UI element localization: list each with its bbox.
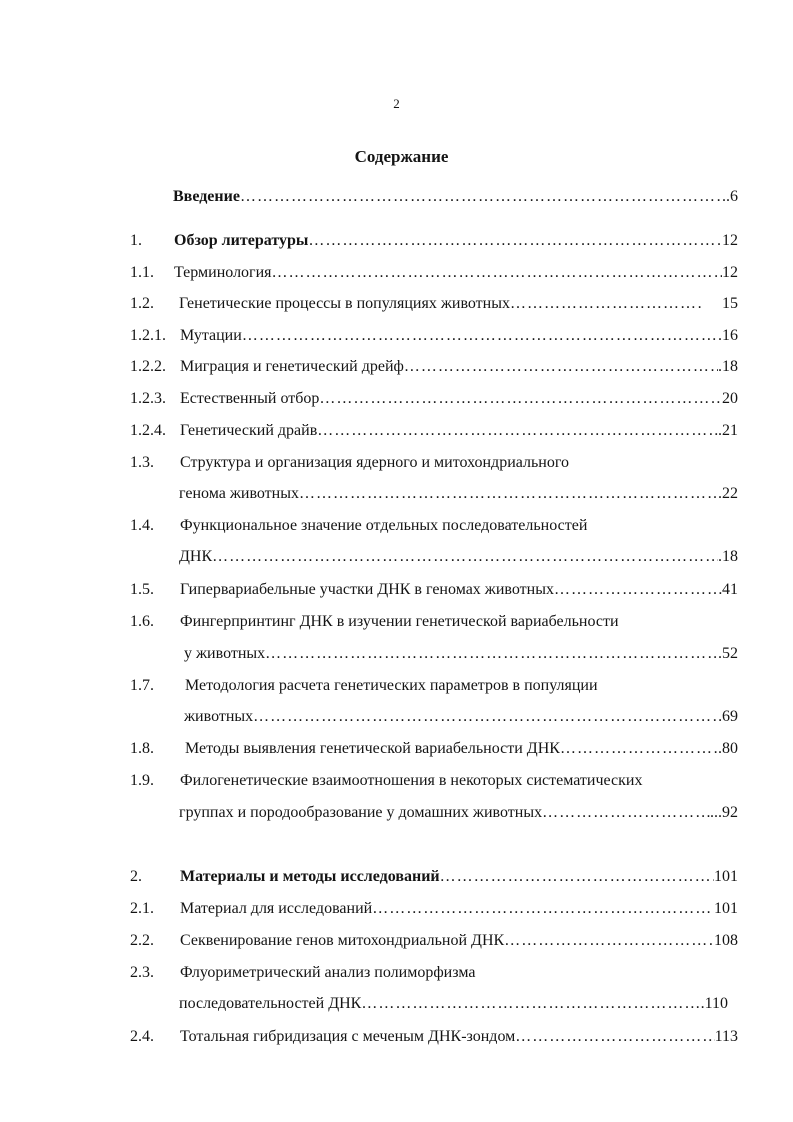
toc-entry-title: Материалы и методы исследований: [180, 868, 440, 885]
toc-entry-page: 20: [722, 390, 738, 407]
toc-entry-number: 1.6.: [130, 613, 154, 630]
toc-entry-title: Введение: [173, 188, 240, 205]
toc-entry-1-9: [130, 770, 738, 792]
toc-entry-title: Генетический драйв: [180, 422, 318, 439]
toc-entry-number: 1.9.: [130, 772, 154, 789]
toc-entry-2-3: [130, 962, 738, 984]
toc-entry-1-2-4: [130, 420, 738, 442]
toc-entry-title: Мутации: [180, 327, 242, 344]
toc-entry-title: Естественный отбор: [180, 390, 320, 407]
toc-entry-1-4-cont: [130, 546, 738, 568]
page-number: 2: [393, 96, 400, 111]
toc-entry-1-2-2: [130, 356, 738, 378]
toc-entry-1-7-cont: [130, 706, 738, 728]
toc-entry-1-6: [130, 611, 738, 633]
toc-entry-1-1: [130, 262, 738, 284]
toc-entry-title: Обзор литературы: [174, 232, 309, 249]
toc-entry-page: .22: [718, 485, 738, 502]
toc-entry-1-8: [130, 738, 738, 760]
toc-entry-number: 2.2.: [130, 932, 154, 949]
toc-entry-title: Методы выявления генетической вариабельности ДНК: [185, 740, 560, 757]
toc-entry-number: 2.: [130, 868, 142, 885]
toc-entry-number: 2.1.: [130, 900, 154, 917]
toc-entry-2-4: [130, 1026, 738, 1048]
toc-entry-page: .18: [718, 358, 738, 375]
toc-entry-number: 1.2.4.: [130, 422, 166, 439]
toc-entry-2: [130, 866, 738, 888]
toc-entry-title: Гипервариабельные участки ДНК в геномах животных: [180, 581, 554, 598]
toc-entry-1-2-1: [130, 325, 738, 347]
toc-entry-page: .6: [726, 188, 738, 205]
toc-entry-title: ДНК: [179, 548, 213, 565]
toc-entry-page: 41: [722, 581, 738, 598]
toc-entry-title: Структура и организация ядерного и митохондриального: [180, 454, 570, 471]
toc-entry-page: 12: [722, 232, 738, 249]
toc-entry-title: Методология расчета генетических параметров в популяции: [185, 677, 598, 694]
toc-entry-title: Флуориметрический анализ полиморфизма: [180, 964, 476, 981]
toc-entry-title: Терминология: [174, 264, 272, 281]
toc-entry-number: 1.2.2.: [130, 358, 166, 375]
toc-entry-number: 2.3.: [130, 964, 154, 981]
toc-entry-title: у животных: [184, 645, 266, 662]
toc-entry-page: .52: [718, 645, 738, 662]
toc-entry-page: ...92: [710, 804, 738, 821]
toc-entry-title: Миграция и генетический дрейф: [180, 358, 404, 375]
toc-entry-page: .16: [718, 327, 738, 344]
toc-entry-number: 1.3.: [130, 454, 154, 471]
toc-entry-page: .18: [718, 548, 738, 565]
toc-entry-1-3-cont: [130, 483, 738, 505]
toc-entry-1: [130, 230, 738, 252]
toc-entry-1-4: [130, 515, 738, 537]
toc-entry-number: 1.4.: [130, 517, 154, 534]
toc-entry-page: 101: [714, 900, 738, 917]
toc-entry-page: .110: [700, 995, 728, 1012]
toc-entry-number: 1.2.1.: [130, 327, 166, 344]
toc-entry-1-9-cont: [130, 802, 738, 824]
toc-entry-number: 1.8.: [130, 740, 154, 757]
toc-entry-title: Генетические процессы в популяциях животных: [179, 295, 510, 312]
toc-entry-2-2: [130, 930, 738, 952]
toc-entry-page: 101: [714, 868, 738, 885]
toc-entry-1-6-cont: [130, 643, 738, 665]
toc-entry-number: 1.5.: [130, 581, 154, 598]
toc-entry-number: 1.2.: [130, 295, 154, 312]
toc-entry-page: .80: [718, 740, 738, 757]
toc-entry-1-3: [130, 452, 738, 474]
toc-entry-title: Функциональное значение отдельных последовательностей: [180, 517, 588, 534]
toc-entry-title: генома животных: [179, 485, 299, 502]
toc-entry-page: 108: [714, 932, 738, 949]
toc-entry-title: последовательностей ДНК: [179, 995, 362, 1012]
toc-entry-1-5: [130, 579, 738, 601]
toc-entry-number: 1.2.3.: [130, 390, 166, 407]
toc-entry-page: 113: [714, 1028, 738, 1045]
toc-entry-page: 15: [722, 295, 738, 312]
toc-entry-page: 69: [722, 708, 738, 725]
toc-entry-1-2: [130, 293, 738, 315]
toc-entry-title: Филогенетические взаимоотношения в некоторых систематических: [180, 772, 643, 789]
toc-entry-page: 12: [722, 264, 738, 281]
toc-entry-page: .21: [718, 422, 738, 439]
toc-entry-1-7: [130, 675, 738, 697]
page-title: Содержание: [354, 147, 449, 166]
toc-entry-number: 1.7.: [130, 677, 154, 694]
toc-entry-number: 2.4.: [130, 1028, 154, 1045]
toc-entry-title: Материал для исследований: [180, 900, 373, 917]
toc-entry-title: Секвенирование генов митохондриальной ДНК: [180, 932, 505, 949]
toc-entry-2-1: [130, 898, 738, 920]
toc-entry-number: 1.: [130, 232, 142, 249]
toc-entry-title: группах и породообразование у домашних животных: [179, 804, 543, 821]
toc-entry-2-3-cont: [130, 993, 738, 1015]
toc-entry-1-2-3: [130, 388, 738, 410]
toc-entry-title: Тотальная гибридизация с меченым ДНК-зондом: [180, 1028, 516, 1045]
toc-entry-number: 1.1.: [130, 264, 154, 281]
toc-entry-title: Фингерпринтинг ДНК в изучении генетической вариабельности: [180, 613, 619, 630]
toc-entry-introduction: [130, 186, 738, 208]
toc-entry-title: животных: [184, 708, 254, 725]
